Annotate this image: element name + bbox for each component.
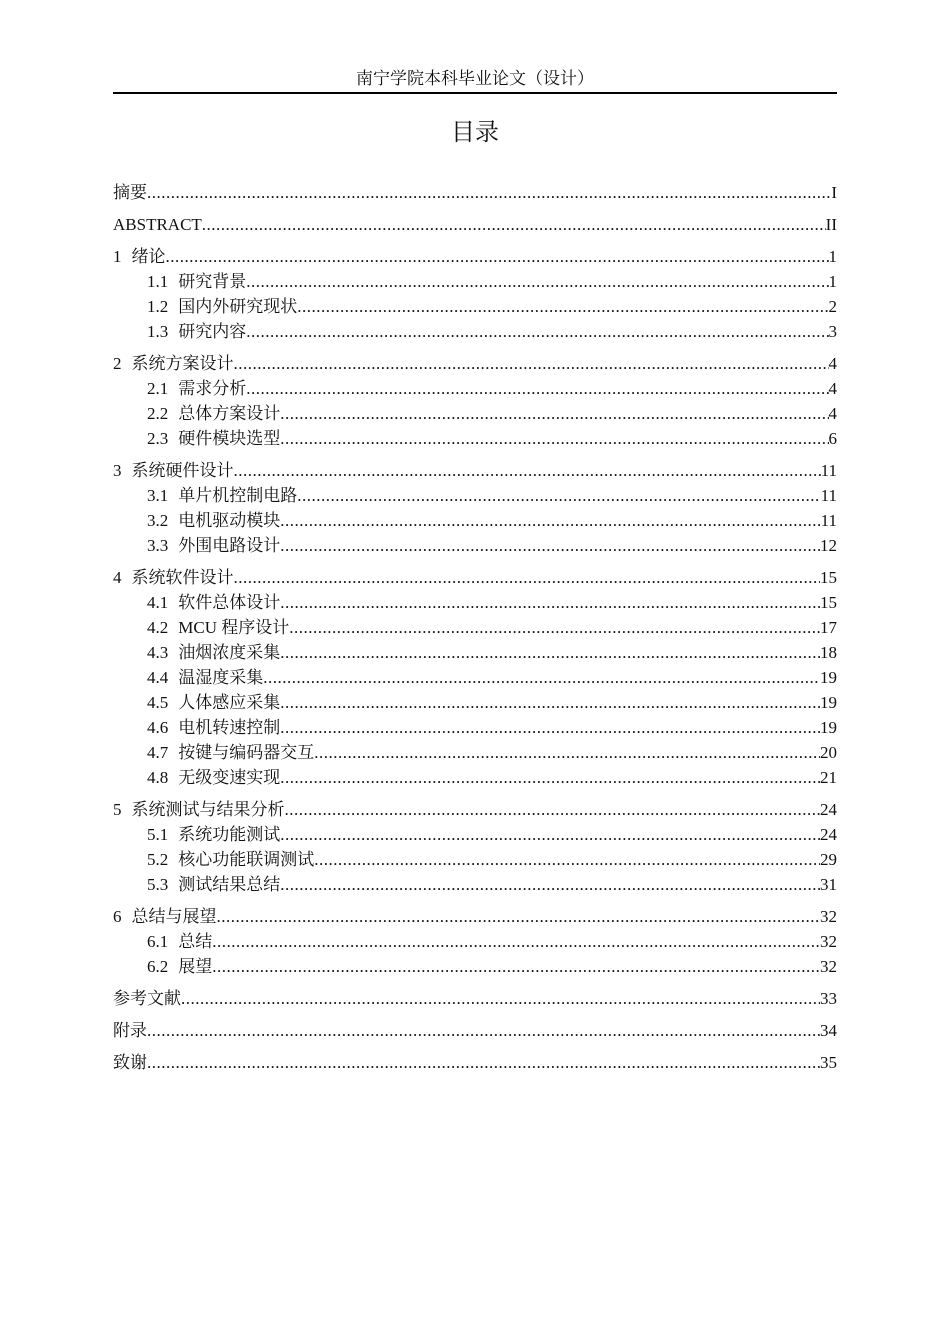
- toc-entry-title: 国内外研究现状: [178, 297, 298, 316]
- dot-leader: [280, 690, 820, 715]
- toc-entry-title: 电机驱动模块: [178, 511, 281, 530]
- toc-chapter-entry[interactable]: [113, 1018, 837, 1043]
- toc-entry-number: 6.1: [147, 932, 169, 951]
- toc-entry-number: 5.1: [147, 825, 169, 844]
- toc-section-entry[interactable]: [113, 954, 837, 979]
- dot-leader: [263, 665, 820, 690]
- toc-page-number: 11: [820, 486, 837, 505]
- dot-leader: [280, 715, 820, 740]
- toc-page-number: 32: [820, 907, 837, 926]
- toc-entry-number: 2: [113, 354, 122, 373]
- toc-entry-number: 4.8: [147, 768, 169, 787]
- toc-entry-title: 无级变速实现: [178, 768, 281, 787]
- dot-leader: [280, 765, 820, 790]
- dot-leader: [217, 904, 821, 929]
- toc-page-number: 15: [820, 568, 837, 587]
- table-of-contents: [113, 180, 837, 1075]
- dot-leader: [166, 244, 829, 269]
- toc-entry-number: 4.3: [147, 643, 169, 662]
- toc-entry-number: 2.1: [147, 379, 169, 398]
- toc-entry-title: 研究内容: [178, 322, 247, 341]
- toc-section-entry[interactable]: [113, 533, 837, 558]
- dot-leader: [280, 590, 820, 615]
- toc-page-number: 3: [828, 322, 837, 341]
- toc-entry-number: 1.2: [147, 297, 169, 316]
- toc-entry-number: 6: [113, 907, 122, 926]
- toc-page-number: 20: [820, 743, 837, 762]
- toc-section-entry[interactable]: [113, 319, 837, 344]
- toc-entry-title: 单片机控制电路: [178, 486, 298, 505]
- toc-entry-title: 软件总体设计: [178, 593, 281, 612]
- toc-page-number: 34: [820, 1021, 837, 1040]
- toc-section-entry[interactable]: [113, 715, 837, 740]
- dot-leader: [280, 426, 828, 451]
- toc-entry-title: 按键与编码器交互: [178, 743, 315, 762]
- toc-page-number: 21: [820, 768, 837, 787]
- toc-page-number: 17: [820, 618, 837, 637]
- dot-leader: [246, 376, 828, 401]
- dot-leader: [280, 401, 828, 426]
- dot-leader: [280, 822, 820, 847]
- toc-section-entry[interactable]: [113, 401, 837, 426]
- toc-chapter-entry[interactable]: [113, 904, 837, 929]
- toc-entry-number: 4.2: [147, 618, 169, 637]
- toc-page-number: 35: [820, 1053, 837, 1072]
- toc-section-entry[interactable]: [113, 294, 837, 319]
- toc-section-entry[interactable]: [113, 269, 837, 294]
- toc-page-number: 33: [820, 989, 837, 1008]
- dot-leader: [246, 269, 828, 294]
- dot-leader: [181, 986, 820, 1011]
- toc-entry-number: 4.1: [147, 593, 169, 612]
- toc-entry-title: 外围电路设计: [178, 536, 281, 555]
- toc-section-entry[interactable]: [113, 665, 837, 690]
- toc-chapter-entry[interactable]: [113, 212, 837, 237]
- toc-entry-title: 测试结果总结: [178, 875, 281, 894]
- toc-page-number: 32: [820, 957, 837, 976]
- toc-entry-number: 3: [113, 461, 122, 480]
- toc-entry-title: 研究背景: [178, 272, 247, 291]
- toc-page-number: 11: [820, 461, 837, 480]
- toc-section-entry[interactable]: [113, 483, 837, 508]
- toc-section-entry[interactable]: [113, 740, 837, 765]
- toc-entry-title: 硬件模块选型: [178, 429, 281, 448]
- dot-leader: [147, 1018, 820, 1043]
- toc-page-number: 6: [828, 429, 837, 448]
- toc-page-number: 4: [828, 379, 837, 398]
- dot-leader: [234, 351, 829, 376]
- toc-chapter-entry[interactable]: [113, 565, 837, 590]
- dot-leader: [280, 872, 820, 897]
- toc-entry-title: 绪论: [131, 247, 166, 266]
- toc-entry-number: 3.2: [147, 511, 169, 530]
- toc-entry-number: 2.3: [147, 429, 169, 448]
- toc-entry-number: 4.6: [147, 718, 169, 737]
- toc-entry-title: 参考文献: [113, 989, 181, 1008]
- toc-page-number: 31: [820, 875, 837, 894]
- dot-leader: [297, 294, 828, 319]
- dot-leader: [202, 212, 826, 237]
- toc-section-entry[interactable]: [113, 615, 837, 640]
- toc-entry-number: 2.2: [147, 404, 169, 423]
- toc-section-entry[interactable]: [113, 929, 837, 954]
- dot-leader: [280, 508, 820, 533]
- toc-page-number: 24: [820, 800, 837, 819]
- toc-section-entry[interactable]: [113, 690, 837, 715]
- dot-leader: [212, 929, 820, 954]
- toc-entry-number: 1: [113, 247, 122, 266]
- toc-page-number: 2: [828, 297, 837, 316]
- toc-page-number: 19: [820, 718, 837, 737]
- toc-page-number: 4: [828, 404, 837, 423]
- toc-entry-number: 4: [113, 568, 122, 587]
- toc-entry-title: 系统硬件设计: [131, 461, 234, 480]
- toc-page-number: 12: [820, 536, 837, 555]
- toc-entry-number: 4.7: [147, 743, 169, 762]
- toc-entry-title: 电机转速控制: [178, 718, 281, 737]
- toc-section-entry[interactable]: [113, 847, 837, 872]
- toc-entry-title: 油烟浓度采集: [178, 643, 281, 662]
- toc-page-number: 4: [828, 354, 837, 373]
- toc-chapter-entry[interactable]: [113, 458, 837, 483]
- toc-entry-number: 5.3: [147, 875, 169, 894]
- dot-leader: [234, 458, 821, 483]
- dot-leader: [212, 954, 820, 979]
- dot-leader: [297, 483, 820, 508]
- dot-leader: [289, 615, 820, 640]
- toc-page-number: 19: [820, 693, 837, 712]
- dot-leader: [234, 565, 821, 590]
- toc-page-number: 11: [820, 511, 837, 530]
- page-header: 南宁学院本科毕业论文（设计）: [113, 66, 837, 94]
- toc-page-number: 1: [828, 247, 837, 266]
- toc-entry-number: 4.5: [147, 693, 169, 712]
- toc-page-number: 32: [820, 932, 837, 951]
- toc-entry-title: 需求分析: [178, 379, 247, 398]
- toc-page-number: 1: [828, 272, 837, 291]
- toc-page-number: 29: [820, 850, 837, 869]
- toc-entry-title: 系统方案设计: [131, 354, 234, 373]
- toc-section-entry[interactable]: [113, 508, 837, 533]
- toc-chapter-entry[interactable]: [113, 797, 837, 822]
- toc-entry-title: 总结: [178, 932, 213, 951]
- toc-entry-title: MCU 程序设计: [178, 618, 290, 637]
- toc-entry-title: 核心功能联调测试: [178, 850, 315, 869]
- toc-section-entry[interactable]: [113, 765, 837, 790]
- toc-page-number: II: [825, 215, 837, 234]
- toc-entry-number: 1.3: [147, 322, 169, 341]
- toc-entry-number: 3.3: [147, 536, 169, 555]
- toc-page-number: I: [831, 183, 837, 202]
- toc-entry-title: ABSTRACT: [113, 215, 202, 234]
- toc-entry-number: 5.2: [147, 850, 169, 869]
- toc-entry-number: 3.1: [147, 486, 169, 505]
- dot-leader: [246, 319, 828, 344]
- dot-leader: [314, 740, 820, 765]
- toc-entry-title: 系统测试与结果分析: [131, 800, 285, 819]
- toc-entry-title: 系统软件设计: [131, 568, 234, 587]
- toc-chapter-entry[interactable]: [113, 244, 837, 269]
- toc-entry-number: 5: [113, 800, 122, 819]
- dot-leader: [285, 797, 821, 822]
- toc-chapter-entry[interactable]: [113, 351, 837, 376]
- toc-page-number: 24: [820, 825, 837, 844]
- toc-entry-title: 系统功能测试: [178, 825, 281, 844]
- toc-entry-number: 4.4: [147, 668, 169, 687]
- toc-entry-title: 摘要: [113, 183, 147, 202]
- page-title: 目录: [451, 118, 499, 146]
- toc-section-entry[interactable]: [113, 590, 837, 615]
- toc-chapter-entry[interactable]: [113, 180, 837, 205]
- toc-entry-title: 人体感应采集: [178, 693, 281, 712]
- toc-chapter-entry[interactable]: [113, 1050, 837, 1075]
- dot-leader: [147, 1050, 820, 1075]
- toc-entry-title: 温湿度采集: [178, 668, 264, 687]
- toc-page-number: 15: [820, 593, 837, 612]
- toc-section-entry[interactable]: [113, 376, 837, 401]
- toc-entry-title: 总体方案设计: [178, 404, 281, 423]
- toc-page-number: 19: [820, 668, 837, 687]
- toc-section-entry[interactable]: [113, 872, 837, 897]
- dot-leader: [314, 847, 820, 872]
- toc-entry-title: 总结与展望: [131, 907, 217, 926]
- dot-leader: [280, 640, 820, 665]
- toc-section-entry[interactable]: [113, 640, 837, 665]
- dot-leader: [147, 180, 831, 205]
- toc-entry-title: 致谢: [113, 1053, 147, 1072]
- toc-entry-number: 1.1: [147, 272, 169, 291]
- toc-entry-title: 展望: [178, 957, 213, 976]
- toc-entry-title: 附录: [113, 1021, 147, 1040]
- toc-chapter-entry[interactable]: [113, 986, 837, 1011]
- toc-section-entry[interactable]: [113, 822, 837, 847]
- toc-page-number: 18: [820, 643, 837, 662]
- toc-section-entry[interactable]: [113, 426, 837, 451]
- dot-leader: [280, 533, 820, 558]
- toc-entry-number: 6.2: [147, 957, 169, 976]
